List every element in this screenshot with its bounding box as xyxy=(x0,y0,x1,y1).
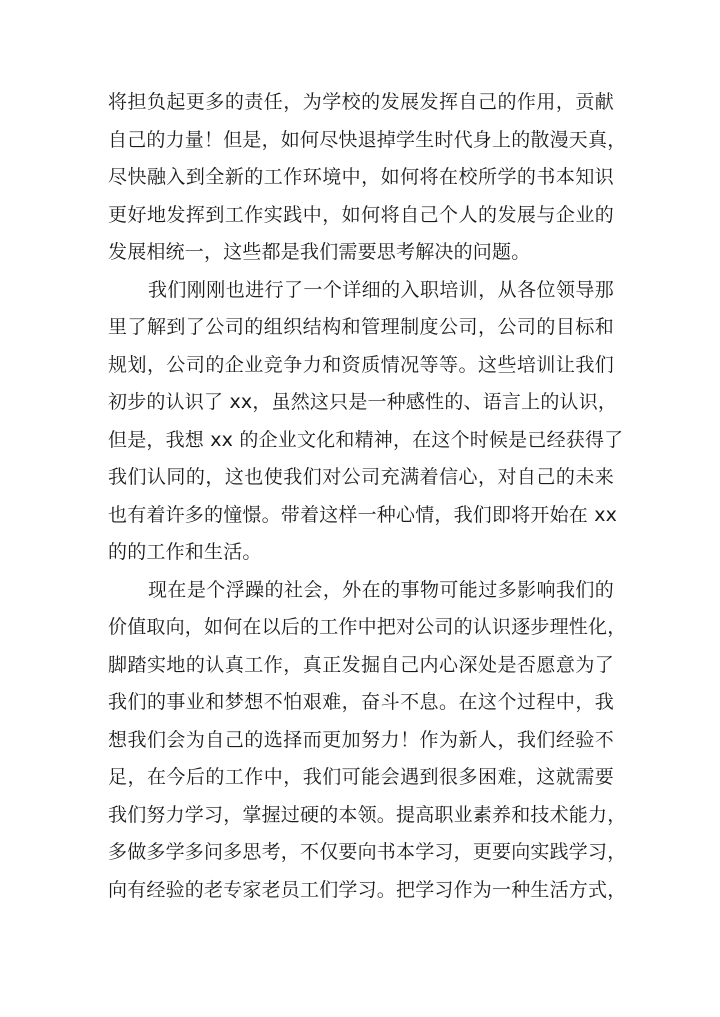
text-line: 将担负起更多的责任，为学校的发展发挥自己的作用，贡献 xyxy=(108,91,614,113)
text-line: 想我们会为自己的选择而更加努力！作为新人，我们经验不 xyxy=(108,728,614,751)
text-line: 多做多学多问多思考，不仅要向书本学习，更要向实践学习， xyxy=(108,841,627,863)
paragraph-3 xyxy=(108,572,627,910)
text-line: 我们的事业和梦想不怕艰难，奋斗不息。在这个过程中，我 xyxy=(108,691,614,713)
text-line: 脚踏实地的认真工作，真正发掘自己内心深处是否愿意为了 xyxy=(108,653,614,676)
text-line: 尽快融入到全新的工作环境中，如何将在校所学的书本知识 xyxy=(108,166,614,188)
text-line: 初步的认识了 xx，虽然这只是一种感性的、语言上的认识， xyxy=(108,391,618,413)
paragraph-2 xyxy=(108,272,624,572)
text-line: 现在是个浮躁的社会，外在的事物可能过多影响我们的 xyxy=(148,578,614,601)
text-line: 我们认同的，这也使我们对公司充满着信心，对自己的未来 xyxy=(108,466,614,488)
text-line: 足，在今后的工作中，我们可能会遇到很多困难，这就需要 xyxy=(108,766,614,788)
text-line: 但是，我想 xx 的企业文化和精神，在这个时候是已经获得了 xyxy=(108,428,624,451)
text-line: 我们努力学习，掌握过硬的本领。提高职业素养和技术能力， xyxy=(108,803,627,826)
text-line: 更好地发挥到工作实践中，如何将自己个人的发展与企业的 xyxy=(108,203,614,226)
text-line: 发展相统一，这些都是我们需要思考解决的问题。 xyxy=(108,241,531,263)
text-line: 的的工作和生活。 xyxy=(108,541,262,563)
text-line: 自己的力量！但是，如何尽快退掉学生时代身上的散漫天真， xyxy=(108,128,627,151)
text-line: 向有经验的老专家老员工们学习。把学习作为一种生活方式， xyxy=(108,878,627,901)
text-line: 里了解到了公司的组织结构和管理制度公司，公司的目标和 xyxy=(108,316,614,338)
paragraph-1 xyxy=(108,84,627,272)
text-line: 也有着许多的憧憬。带着这样一种心情，我们即将开始在 xx xyxy=(108,503,618,526)
text-line: 我们刚刚也进行了一个详细的入职培训，从各位领导那 xyxy=(148,278,614,301)
text-line: 价值取向，如何在以后的工作中把对公司的认识逐步理性化， xyxy=(108,616,627,638)
body-text xyxy=(108,84,627,909)
text-line: 规划，公司的企业竞争力和资质情况等等。这些培训让我们 xyxy=(108,353,614,376)
